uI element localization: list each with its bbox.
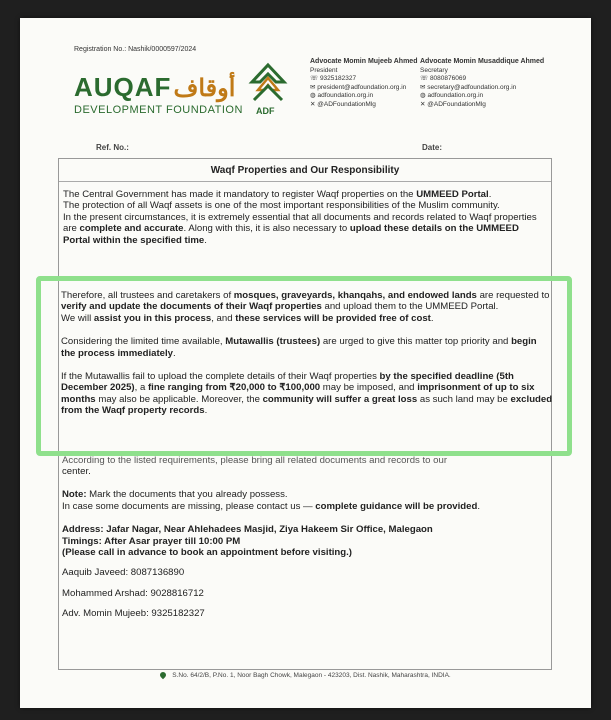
- address-line: Address: Jafar Nagar, Near Ahlehadees Masjid, Ziya Hakeem Sir Office, Malegaon: [62, 524, 433, 536]
- title-divider: [59, 181, 551, 182]
- para-protection: The protection of all Waqf assets is one of the most important responsibilities of the Muslim community.: [63, 200, 500, 212]
- president-email: ✉ president@adfoundation.org.in: [310, 83, 407, 91]
- adf-emblem-icon: [246, 62, 290, 106]
- secretary-role: Secretary: [420, 66, 448, 74]
- president-web: ◍ adfoundation.org.in: [310, 92, 374, 100]
- date-label: Date:: [422, 143, 443, 152]
- para-penalty: If the Mutawallis fail to upload the complete details of their Waqf properties by the specified deadline (5th December 2025), a fine ranging from ₹20,000 to ₹100,000 may be imposed, and imprisonment of up to six months may also be applicable. Moreover, the community will suffer a great loss as such land may be excluded from the Waqf property records.: [61, 371, 553, 417]
- center-word: center.: [62, 466, 91, 477]
- president-social: ✕ @ADFoundationMlg: [310, 100, 376, 108]
- contact-mujeeb: Adv. Momin Mujeeb: 9325182327: [62, 608, 205, 620]
- note-line: Note: Mark the documents that you already possess.: [62, 489, 288, 501]
- footer-address: S.No. 64/2/B, P.No. 1, Noor Bagh Chowk, Malegaon - 423203, Dist. Nashik, Maharashtra, INDIA.: [0, 672, 611, 679]
- president-phone: ☏ 9325182327: [310, 75, 357, 83]
- logo-arabic: أوقاف: [173, 75, 236, 102]
- para-limited-time: Considering the limited time available, Mutawallis (trustees) are urged to give this matter top priority and begin the process immediately.: [61, 336, 537, 359]
- secretary-web: ◍ adfoundation.org.in: [420, 92, 484, 100]
- letter-title: Waqf Properties and Our Responsibility: [210, 165, 400, 176]
- letter-intro: [63, 189, 543, 246]
- secretary-contact: [420, 58, 544, 110]
- timings-line: Timings: After Asar prayer till 10:00 PM: [62, 535, 241, 547]
- missing-docs-line: In case some documents are missing, please contact us — complete guidance will be provided.: [62, 500, 481, 512]
- secretary-email: ✉ secretary@adfoundation.org.in: [420, 83, 517, 91]
- logo-subtitle: DEVELOPMENT FOUNDATION: [74, 104, 243, 116]
- partially-hidden-line: According to the listed requirements, please bring all related documents and records to our: [62, 455, 448, 466]
- secretary-phone: ☏ 8080876069: [420, 75, 467, 83]
- logo-latin: AUQAF: [74, 72, 172, 102]
- president-role: President: [310, 66, 338, 74]
- appointment-line: (Please call in advance to book an appointment before visiting.): [62, 547, 353, 559]
- para-trustees: Therefore, all trustees and caretakers of mosques, graveyards, khanqahs, and endowed lands are requested to verify and update the documents of their Waqf properties and upload them to the UMMEED Portal.: [61, 290, 550, 313]
- logo-wordmark: [74, 72, 235, 103]
- para-assist: We will assist you in this process, and these services will be provided free of cost.: [61, 312, 434, 324]
- ref-number-label: Ref. No.:: [96, 143, 129, 152]
- contact-aaquib: Aaquib Javeed: 8087136890: [62, 567, 185, 579]
- secretary-social: ✕ @ADFoundationMlg: [420, 100, 486, 108]
- emblem-label: ADF: [256, 106, 275, 116]
- registration-number: Registration No.: Nashik/0000597/2024: [74, 46, 197, 53]
- highlighted-section: [61, 290, 553, 417]
- president-name: Advocate Momin Mujeeb Ahmed: [310, 58, 418, 65]
- contact-arshad: Mohammed Arshad: 9028816712: [62, 587, 204, 599]
- para-circumstances: In the present circumstances, it is extremely essential that all documents and records related to Waqf properties are complete and accurate. Along with this, it is also necessary to upload these details on the UMMEED Portal within the specified time.: [63, 211, 537, 246]
- president-contact: [310, 58, 417, 110]
- location-pin-icon: [159, 671, 167, 679]
- letter-closing: [62, 466, 548, 620]
- secretary-name: Advocate Momin Musaddique Ahmed: [420, 58, 545, 65]
- para-mandate: The Central Government has made it mandatory to register Waqf properties on the UMMEED Portal.: [63, 189, 492, 200]
